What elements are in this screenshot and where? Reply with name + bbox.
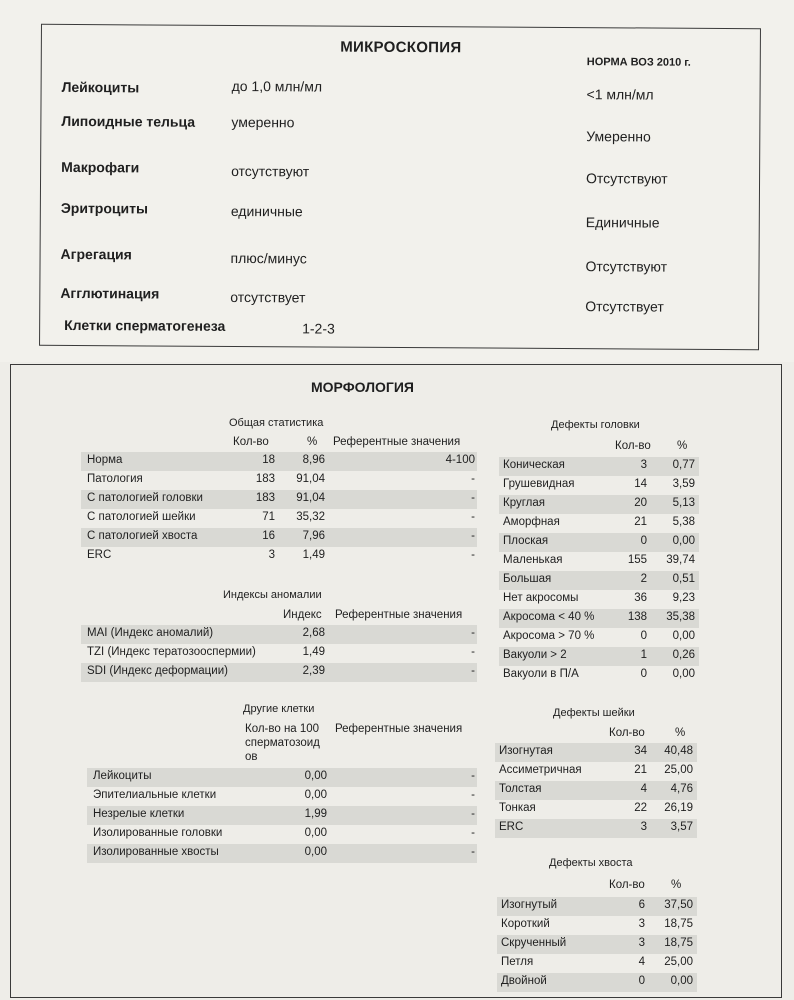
tail-col-pct: % xyxy=(671,879,682,891)
row-pct: 18,75 xyxy=(664,918,693,930)
general-col-ref: Референтные значения xyxy=(333,436,461,448)
table-row xyxy=(495,743,697,762)
microscopy-title: МИКРОСКОПИЯ xyxy=(340,38,462,57)
head-defects-table xyxy=(499,457,699,685)
table-row xyxy=(499,457,699,476)
micro-label-spermatogenesis: Клетки сперматогенеза xyxy=(64,316,226,334)
micro-norm-erythrocytes: Единичные xyxy=(585,214,660,231)
row-value: 0,00 xyxy=(304,789,327,801)
row-pct: 1,49 xyxy=(302,549,325,561)
morphology-section xyxy=(10,364,782,998)
table-row xyxy=(81,625,477,644)
row-count: 20 xyxy=(634,497,647,509)
row-name: Плоская xyxy=(503,535,549,547)
table-row xyxy=(499,571,699,590)
row-value: 0,00 xyxy=(304,827,327,839)
micro-norm-leukocytes: <1 млн/мл xyxy=(586,86,654,103)
row-name: Акросома > 70 % xyxy=(503,630,595,642)
row-count: 2 xyxy=(640,573,647,585)
row-count: 3 xyxy=(638,918,645,930)
table-row xyxy=(499,628,699,647)
row-name: ERC xyxy=(87,549,112,561)
tail-col-count: Кол-во xyxy=(609,879,645,891)
table-row xyxy=(499,647,699,666)
micro-label-aggregation: Агрегация xyxy=(60,245,132,263)
row-name: Маленькая xyxy=(503,554,563,566)
micro-value-leukocytes: до 1,0 млн/мл xyxy=(231,77,323,95)
row-pct: 3,59 xyxy=(672,478,695,490)
row-name: Нет акросомы xyxy=(503,592,579,604)
row-pct: 0,00 xyxy=(672,630,695,642)
micro-label-lipoid: Липоидные тельца xyxy=(61,112,196,130)
micro-value-macrophages: отсутствуют xyxy=(231,162,310,180)
row-name: Скрученный xyxy=(501,937,567,949)
row-count: 3 xyxy=(640,459,647,471)
table-row xyxy=(87,844,477,863)
indices-table xyxy=(81,625,477,682)
table-row xyxy=(495,819,697,838)
morphology-title: МОРФОЛОГИЯ xyxy=(311,379,414,395)
row-pct: 40,48 xyxy=(664,745,693,757)
row-name: С патологией шейки xyxy=(87,511,196,523)
row-pct: 8,96 xyxy=(302,454,325,466)
neck-defects-title: Дефекты шейки xyxy=(553,707,635,719)
row-count: 16 xyxy=(262,530,275,542)
row-ref: - xyxy=(471,808,475,820)
micro-value-spermatogenesis: 1-2-3 xyxy=(302,320,335,337)
row-pct: 0,51 xyxy=(672,573,695,585)
table-row xyxy=(81,528,477,547)
table-row xyxy=(499,590,699,609)
micro-value-aggregation: плюс/минус xyxy=(230,249,307,267)
table-row xyxy=(87,768,477,787)
row-ref: - xyxy=(471,846,475,858)
row-count: 14 xyxy=(634,478,647,490)
micro-value-erythrocytes: единичные xyxy=(230,202,303,220)
table-row xyxy=(499,476,699,495)
table-row xyxy=(499,666,699,685)
other-col-count-line3: ов xyxy=(245,751,258,763)
row-count: 155 xyxy=(627,554,647,566)
row-ref: - xyxy=(471,627,475,639)
table-row xyxy=(499,552,699,571)
other-col-count-line1: Кол-во на 100 xyxy=(245,723,320,735)
head-col-pct: % xyxy=(677,440,688,452)
row-ref: 4-100 xyxy=(445,454,475,466)
row-name: Коническая xyxy=(503,459,565,471)
row-count: 21 xyxy=(634,764,647,776)
micro-value-lipoid: умеренно xyxy=(231,113,295,131)
row-count: 183 xyxy=(255,473,275,485)
row-value: 0,00 xyxy=(304,846,327,858)
micro-norm-agglutination: Отсутствует xyxy=(585,298,664,315)
row-name: TZI (Индекс тератозооспермии) xyxy=(87,646,256,658)
row-name: ERC xyxy=(499,821,524,833)
table-row xyxy=(497,916,697,935)
general-col-pct: % xyxy=(307,436,318,448)
row-name: Изогнутый xyxy=(501,899,558,911)
row-pct: 0,00 xyxy=(672,535,695,547)
general-stats-title: Общая статистика xyxy=(229,417,324,429)
row-name: Норма xyxy=(87,454,123,466)
row-pct: 25,00 xyxy=(664,764,693,776)
table-row xyxy=(495,762,697,781)
table-row xyxy=(497,973,697,992)
general-stats-table xyxy=(81,452,477,566)
row-count: 6 xyxy=(638,899,645,911)
row-count: 21 xyxy=(634,516,647,528)
row-count: 3 xyxy=(268,549,275,561)
indices-title: Индексы аномалии xyxy=(223,589,322,601)
tail-defects-table xyxy=(497,897,697,992)
row-name: Короткий xyxy=(501,918,550,930)
table-row xyxy=(499,514,699,533)
head-defects-title: Дефекты головки xyxy=(551,419,640,431)
row-count: 3 xyxy=(640,821,647,833)
indices-col-ref: Референтные значения xyxy=(335,609,463,621)
row-ref: - xyxy=(471,665,475,677)
table-row xyxy=(499,495,699,514)
row-count: 3 xyxy=(638,937,645,949)
row-count: 4 xyxy=(638,956,645,968)
who-norm-header: НОРМА ВОЗ 2010 г. xyxy=(586,56,691,69)
other-cells-table xyxy=(87,768,477,863)
table-row xyxy=(499,609,699,628)
row-name: Изогнутая xyxy=(499,745,553,757)
row-name: Грушевидная xyxy=(503,478,575,490)
row-count: 138 xyxy=(627,611,647,623)
table-row xyxy=(87,787,477,806)
micro-norm-macrophages: Отсутствуют xyxy=(586,170,668,187)
row-pct: 26,19 xyxy=(664,802,693,814)
row-ref: - xyxy=(471,770,475,782)
row-pct: 0,00 xyxy=(672,668,695,680)
microscopy-section xyxy=(39,24,761,350)
micro-label-agglutination: Агглютинация xyxy=(60,284,160,302)
row-count: 0 xyxy=(640,630,647,642)
row-pct: 91,04 xyxy=(296,492,325,504)
row-pct: 39,74 xyxy=(666,554,695,566)
table-row xyxy=(81,644,477,663)
neck-col-count: Кол-во xyxy=(609,727,645,739)
row-ref: - xyxy=(471,473,475,485)
row-name: С патологией головки xyxy=(87,492,203,504)
other-col-count-line2: сперматозоид xyxy=(245,737,320,749)
row-name: Двойной xyxy=(501,975,547,987)
indices-col-index: Индекс xyxy=(283,609,322,621)
table-row xyxy=(81,490,477,509)
row-name: Изолированные хвосты xyxy=(93,846,219,858)
row-count: 71 xyxy=(262,511,275,523)
row-name: Большая xyxy=(503,573,552,585)
row-pct: 25,00 xyxy=(664,956,693,968)
row-value: 2,68 xyxy=(302,627,325,639)
row-count: 34 xyxy=(634,745,647,757)
row-pct: 5,38 xyxy=(672,516,695,528)
table-row xyxy=(499,533,699,552)
row-name: Патология xyxy=(87,473,143,485)
neck-defects-table xyxy=(495,743,697,838)
row-count: 4 xyxy=(640,783,647,795)
row-ref: - xyxy=(471,530,475,542)
row-value: 1,49 xyxy=(302,646,325,658)
row-ref: - xyxy=(471,789,475,801)
row-name: Толстая xyxy=(499,783,542,795)
row-value: 0,00 xyxy=(304,770,327,782)
row-pct: 0,26 xyxy=(672,649,695,661)
general-col-count: Кол-во xyxy=(233,436,269,448)
row-name: Тонкая xyxy=(499,802,536,814)
row-name: Незрелые клетки xyxy=(93,808,185,820)
head-col-count: Кол-во xyxy=(615,440,651,452)
row-pct: 0,77 xyxy=(672,459,695,471)
table-row xyxy=(495,781,697,800)
row-name: Аморфная xyxy=(503,516,560,528)
table-row xyxy=(81,663,477,682)
table-row xyxy=(87,825,477,844)
row-value: 1,99 xyxy=(304,808,327,820)
row-ref: - xyxy=(471,511,475,523)
row-ref: - xyxy=(471,492,475,504)
row-count: 22 xyxy=(634,802,647,814)
table-row xyxy=(81,547,477,566)
micro-label-leukocytes: Лейкоциты xyxy=(61,78,140,96)
row-ref: - xyxy=(471,646,475,658)
row-ref: - xyxy=(471,827,475,839)
row-count: 0 xyxy=(638,975,645,987)
row-name: SDI (Индекс деформации) xyxy=(87,665,228,677)
table-row xyxy=(81,471,477,490)
row-name: Акросома < 40 % xyxy=(503,611,595,623)
row-value: 2,39 xyxy=(302,665,325,677)
row-count: 0 xyxy=(640,535,647,547)
row-pct: 0,00 xyxy=(670,975,693,987)
row-count: 1 xyxy=(640,649,647,661)
row-pct: 5,13 xyxy=(672,497,695,509)
row-pct: 18,75 xyxy=(664,937,693,949)
table-row xyxy=(497,935,697,954)
table-row xyxy=(497,954,697,973)
row-pct: 9,23 xyxy=(672,592,695,604)
neck-col-pct: % xyxy=(675,727,686,739)
micro-norm-aggregation: Отсутствуют xyxy=(585,258,668,275)
row-name: Вакуоли в П/А xyxy=(503,668,579,680)
micro-label-erythrocytes: Эритроциты xyxy=(60,199,149,217)
row-name: Вакуоли > 2 xyxy=(503,649,567,661)
table-row xyxy=(497,897,697,916)
row-count: 183 xyxy=(255,492,275,504)
row-count: 0 xyxy=(640,668,647,680)
table-row xyxy=(81,452,477,471)
micro-value-agglutination: отсутствует xyxy=(230,288,306,306)
row-name: Изолированные головки xyxy=(93,827,223,839)
row-pct: 3,57 xyxy=(670,821,693,833)
row-name: Эпителиальные клетки xyxy=(93,789,217,801)
row-pct: 37,50 xyxy=(664,899,693,911)
row-pct: 7,96 xyxy=(302,530,325,542)
row-name: Лейкоциты xyxy=(93,770,152,782)
table-row xyxy=(81,509,477,528)
row-count: 18 xyxy=(262,454,275,466)
tail-defects-title: Дефекты хвоста xyxy=(549,857,633,869)
row-pct: 4,76 xyxy=(670,783,693,795)
row-count: 36 xyxy=(634,592,647,604)
other-col-ref: Референтные значения xyxy=(335,723,463,735)
micro-norm-lipoid: Умеренно xyxy=(586,128,651,145)
other-cells-title: Другие клетки xyxy=(243,703,315,715)
row-name: Ассиметричная xyxy=(499,764,582,776)
table-row xyxy=(87,806,477,825)
row-name: Петля xyxy=(501,956,534,968)
row-name: MAI (Индекс аномалий) xyxy=(87,627,214,639)
row-ref: - xyxy=(471,549,475,561)
table-row xyxy=(495,800,697,819)
row-name: С патологией хвоста xyxy=(87,530,198,542)
row-pct: 91,04 xyxy=(296,473,325,485)
row-pct: 35,38 xyxy=(666,611,695,623)
micro-label-macrophages: Макрофаги xyxy=(61,158,140,176)
row-name: Круглая xyxy=(503,497,545,509)
row-pct: 35,32 xyxy=(296,511,325,523)
